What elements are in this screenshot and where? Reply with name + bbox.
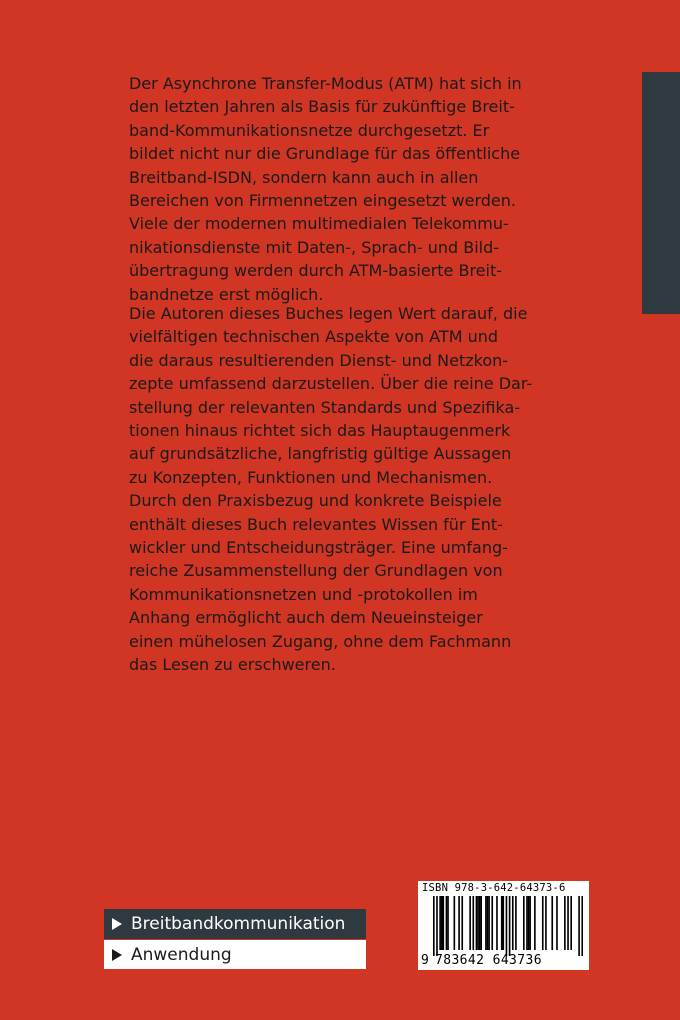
blurb-paragraph-1 xyxy=(129,72,549,306)
barcode-bar xyxy=(564,896,566,950)
barcode-bar xyxy=(439,896,441,950)
barcode-bar xyxy=(480,896,482,950)
barcode-bars xyxy=(433,896,583,956)
barcode-bar xyxy=(534,896,536,950)
category-primary-label: Breitbandkommunikation xyxy=(131,914,346,934)
category-secondary xyxy=(104,939,366,969)
text-line: einen mühelosen Zugang, ohne dem Fachmann xyxy=(129,631,512,651)
barcode-bar xyxy=(476,896,478,950)
barcode-bar xyxy=(458,896,460,950)
barcode-bar xyxy=(472,896,474,950)
text-line: Die Autoren dieses Buches legen Wert darauf, die xyxy=(129,304,528,323)
barcode-bar xyxy=(581,896,583,956)
category-secondary-label: Anwendung xyxy=(131,944,232,965)
text-line: Durch den Praxisbezug und konkrete Beispiele xyxy=(129,491,502,511)
isbn-label: ISBN 978-3-642-64373-6 xyxy=(422,882,566,894)
text-line: wickler und Entscheidungsträger. Eine umfang- xyxy=(129,538,508,558)
text-line: bandnetze erst möglich. xyxy=(129,284,324,304)
barcode-bar xyxy=(485,896,487,950)
barcode-bar xyxy=(528,896,530,950)
category-box xyxy=(104,909,366,969)
blurb-paragraph-2 xyxy=(129,302,549,677)
ean-first-digit: 9 xyxy=(421,953,429,968)
barcode-bar xyxy=(461,896,463,950)
barcode-bar xyxy=(436,896,438,956)
text-line: zu Konzepten, Funktionen und Mechanismen. xyxy=(129,467,493,487)
barcode-bar xyxy=(545,896,547,950)
barcode-bar xyxy=(454,896,456,950)
barcode-bar xyxy=(479,896,481,950)
text-line: Breitband-ISDN, sondern kann auch in allen xyxy=(129,167,479,187)
barcode-bar xyxy=(570,896,572,950)
barcode-bar xyxy=(502,896,504,950)
text-line: enthält dieses Buch relevantes Wissen für Ent- xyxy=(129,514,503,534)
barcode-bar xyxy=(447,896,449,950)
barcode-bar xyxy=(491,896,493,950)
barcode-bar xyxy=(477,896,479,950)
text-line: Viele der modernen multimedialen Telekommu- xyxy=(129,214,509,234)
text-line: nikationsdienste mit Daten-, Sprach- und Bild- xyxy=(129,237,500,257)
text-line: auf grundsätzliche, langfristig gültige Aussagen xyxy=(129,444,512,464)
barcode-bar xyxy=(509,896,511,956)
text-line: Anhang ermöglicht auch dem Neueinsteiger xyxy=(129,608,483,628)
barcode-bar xyxy=(551,896,553,950)
barcode-bar xyxy=(488,896,490,950)
text-line: die daraus resultierenden Dienst- und Netzkon- xyxy=(129,350,509,370)
text-line: stellung der relevanten Standards und Spezifika- xyxy=(129,397,521,417)
ean-digits: 783642 643736 xyxy=(435,953,542,968)
barcode-bar xyxy=(578,896,580,956)
barcode-bar xyxy=(567,896,569,950)
barcode-bar xyxy=(556,896,558,950)
barcode-bar xyxy=(446,896,448,950)
barcode-bar xyxy=(512,896,514,950)
barcode-bar xyxy=(515,896,517,950)
barcode-bar xyxy=(487,896,489,950)
barcode-bar xyxy=(523,896,525,950)
barcode-bar xyxy=(542,896,544,950)
barcode-bar xyxy=(441,896,443,950)
barcode-bar xyxy=(526,896,528,950)
text-line: vielfältigen technischen Aspekte von ATM und xyxy=(129,327,499,347)
text-line: bildet nicht nur die Grundlage für das öffentliche xyxy=(129,144,521,164)
triangle-bullet-icon xyxy=(112,918,122,930)
text-line: Der Asynchrone Transfer-Modus (ATM) hat sich in xyxy=(129,74,522,93)
barcode-bar xyxy=(469,896,471,950)
barcode-bar xyxy=(496,896,498,950)
text-line: den letzten Jahren als Basis für zukünftige Breit- xyxy=(129,97,515,117)
barcode-bar xyxy=(442,896,444,950)
text-line: tionen hinaus richtet sich das Hauptaugenmerk xyxy=(129,421,511,441)
text-line: reiche Zusammenstellung der Grundlagen von xyxy=(129,561,503,581)
triangle-bullet-icon xyxy=(112,949,122,961)
spine-color-tab xyxy=(642,72,680,314)
text-line: Bereichen von Firmennetzen eingesetzt werden. xyxy=(129,191,516,211)
text-line: zepte umfassend darzustellen. Über die reine Dar- xyxy=(129,374,533,394)
text-line: das Lesen zu erschweren. xyxy=(129,655,336,675)
barcode-bar xyxy=(529,896,531,950)
barcode-bar xyxy=(433,896,435,956)
barcode-bar xyxy=(506,896,508,956)
text-line: band-Kommunikationsnetze durchgesetzt. Er xyxy=(129,120,490,140)
category-primary xyxy=(104,909,366,939)
isbn-barcode xyxy=(418,881,589,970)
text-line: Kommunikationsnetzen und -protokollen im xyxy=(129,584,478,604)
text-line: übertragung werden durch ATM-basierte Breit- xyxy=(129,261,503,281)
barcode-bar xyxy=(501,896,503,950)
